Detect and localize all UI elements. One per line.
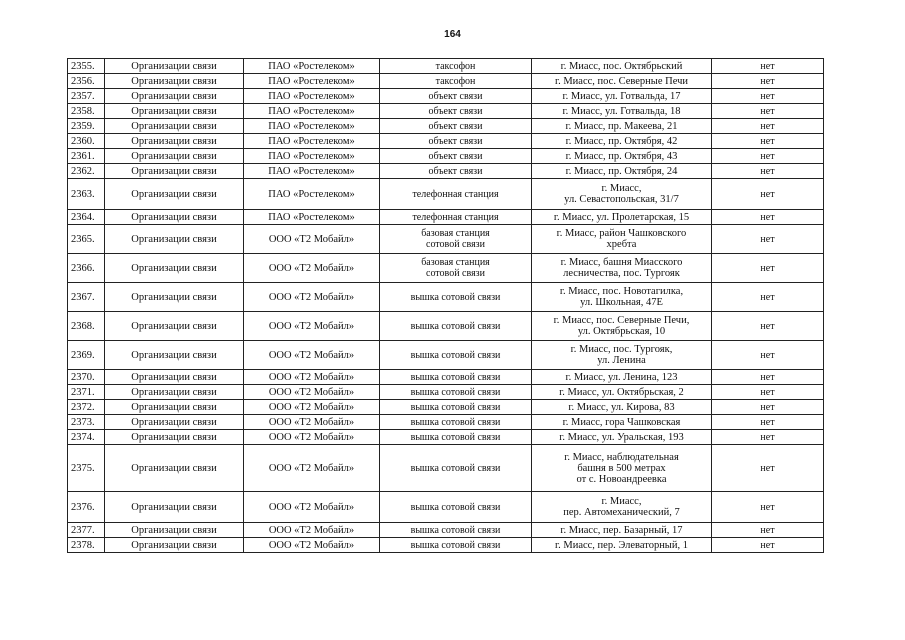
- value-cell: нет: [712, 538, 824, 553]
- address-cell-line: г. Миасс,: [601, 496, 642, 507]
- category-cell: Организации связи: [105, 210, 244, 225]
- row-number-cell: 2356.: [68, 74, 105, 89]
- owner-cell: ООО «Т2 Мобайл»: [244, 538, 380, 553]
- value-cell: нет: [712, 225, 824, 254]
- owner-cell: ООО «Т2 Мобайл»: [244, 225, 380, 254]
- object-type-cell: [380, 445, 532, 492]
- address-cell: [532, 538, 712, 553]
- table-row: [68, 254, 824, 283]
- address-cell-line: ул. Севастопольская, 31/7: [564, 194, 679, 205]
- value-cell: нет: [712, 400, 824, 415]
- row-number-cell: 2376.: [68, 492, 105, 523]
- address-cell: [532, 119, 712, 134]
- value-cell: нет: [712, 312, 824, 341]
- address-cell-line: г. Миасс, ул. Пролетарская, 15: [553, 211, 690, 223]
- address-cell-line: г. Миасс, пр. Октября, 43: [565, 150, 678, 162]
- registry-table-body: [68, 59, 824, 553]
- address-cell: [532, 164, 712, 179]
- value-cell: нет: [712, 445, 824, 492]
- value-cell: нет: [712, 104, 824, 119]
- owner-cell: ООО «Т2 Мобайл»: [244, 341, 380, 370]
- row-number-cell: 2358.: [68, 104, 105, 119]
- object-type-cell-line: телефонная станция: [412, 188, 499, 200]
- address-cell-line: г. Миасс, район Чашковского: [556, 228, 687, 239]
- object-type-cell-line: вышка сотовой связи: [410, 524, 501, 536]
- category-cell: Организации связи: [105, 492, 244, 523]
- address-cell-line: ул. Ленина: [597, 355, 646, 366]
- address-cell-line: ул. Октябрьская, 10: [577, 326, 666, 337]
- category-cell: Организации связи: [105, 254, 244, 283]
- owner-cell: ПАО «Ростелеком»: [244, 74, 380, 89]
- value-cell: нет: [712, 59, 824, 74]
- address-cell-line: г. Миасс, пос. Северные Печи: [554, 75, 689, 87]
- object-type-cell-line: вышка сотовой связи: [410, 291, 501, 303]
- address-cell: [532, 523, 712, 538]
- category-cell: Организации связи: [105, 164, 244, 179]
- object-type-cell-line: вышка сотовой связи: [410, 349, 501, 361]
- table-row: [68, 74, 824, 89]
- value-cell: нет: [712, 254, 824, 283]
- object-type-cell-line: базовая станция: [421, 228, 490, 239]
- owner-cell: ПАО «Ростелеком»: [244, 89, 380, 104]
- object-type-cell: [380, 134, 532, 149]
- address-cell: [532, 283, 712, 312]
- table-row: [68, 104, 824, 119]
- address-cell: [532, 370, 712, 385]
- category-cell: Организации связи: [105, 523, 244, 538]
- object-type-cell-line: объект связи: [428, 105, 483, 117]
- address-cell-line: г. Миасс, пос. Новотагилка,: [559, 286, 684, 297]
- address-cell: [532, 445, 712, 492]
- address-cell-line: г. Миасс, ул. Готвальда, 17: [562, 90, 681, 102]
- address-cell: [532, 430, 712, 445]
- category-cell: Организации связи: [105, 430, 244, 445]
- address-cell: [532, 89, 712, 104]
- value-cell: нет: [712, 415, 824, 430]
- object-type-cell-line: вышка сотовой связи: [410, 401, 501, 413]
- value-cell: нет: [712, 149, 824, 164]
- object-type-cell: [380, 179, 532, 210]
- row-number-cell: 2369.: [68, 341, 105, 370]
- value-cell: нет: [712, 74, 824, 89]
- table-row: [68, 59, 824, 74]
- row-number-cell: 2359.: [68, 119, 105, 134]
- owner-cell: ООО «Т2 Мобайл»: [244, 312, 380, 341]
- value-cell: нет: [712, 492, 824, 523]
- category-cell: Организации связи: [105, 179, 244, 210]
- table-row: [68, 283, 824, 312]
- address-cell-line: г. Миасс, пр. Макеева, 21: [565, 120, 678, 132]
- value-cell: нет: [712, 370, 824, 385]
- owner-cell: ООО «Т2 Мобайл»: [244, 283, 380, 312]
- address-cell-line: г. Миасс, пос. Октябрьский: [560, 60, 683, 72]
- object-type-cell: [380, 430, 532, 445]
- table-row: [68, 312, 824, 341]
- address-cell: [532, 59, 712, 74]
- row-number-cell: 2361.: [68, 149, 105, 164]
- owner-cell: ООО «Т2 Мобайл»: [244, 492, 380, 523]
- address-cell-line: пер. Автомеханический, 7: [563, 507, 680, 518]
- address-cell: [532, 149, 712, 164]
- table-row: [68, 400, 824, 415]
- category-cell: Организации связи: [105, 415, 244, 430]
- row-number-cell: 2363.: [68, 179, 105, 210]
- address-cell-line: г. Миасс, башня Миасского: [560, 257, 683, 268]
- category-cell: Организации связи: [105, 341, 244, 370]
- object-type-cell: [380, 104, 532, 119]
- value-cell: нет: [712, 210, 824, 225]
- table-row: [68, 225, 824, 254]
- table-row: [68, 134, 824, 149]
- table-row: [68, 119, 824, 134]
- owner-cell: ПАО «Ростелеком»: [244, 149, 380, 164]
- owner-cell: ООО «Т2 Мобайл»: [244, 370, 380, 385]
- category-cell: Организации связи: [105, 538, 244, 553]
- table-row: [68, 210, 824, 225]
- address-cell: [532, 134, 712, 149]
- object-type-cell-line: телефонная станция: [412, 211, 499, 223]
- object-type-cell-line: вышка сотовой связи: [410, 462, 501, 474]
- owner-cell: ПАО «Ростелеком»: [244, 210, 380, 225]
- registry-table: [67, 58, 824, 553]
- object-type-cell-line: объект связи: [428, 120, 483, 132]
- address-cell-line: от с. Новоандреевка: [576, 473, 667, 485]
- category-cell: Организации связи: [105, 74, 244, 89]
- address-cell-line: башня в 500 метрах: [577, 462, 666, 474]
- object-type-cell: [380, 59, 532, 74]
- table-row: [68, 385, 824, 400]
- address-cell-line: ул. Школьная, 47Е: [580, 297, 663, 308]
- object-type-cell: [380, 164, 532, 179]
- object-type-cell-line: вышка сотовой связи: [410, 416, 501, 428]
- owner-cell: ООО «Т2 Мобайл»: [244, 254, 380, 283]
- address-cell: [532, 341, 712, 370]
- table-row: [68, 523, 824, 538]
- value-cell: нет: [712, 89, 824, 104]
- category-cell: Организации связи: [105, 89, 244, 104]
- object-type-cell: [380, 538, 532, 553]
- address-cell: [532, 74, 712, 89]
- category-cell: Организации связи: [105, 134, 244, 149]
- address-cell-line: г. Миасс, пер. Элеваторный, 1: [555, 539, 688, 551]
- category-cell: Организации связи: [105, 445, 244, 492]
- object-type-cell: [380, 210, 532, 225]
- object-type-cell: [380, 149, 532, 164]
- row-number-cell: 2357.: [68, 89, 105, 104]
- row-number-cell: 2365.: [68, 225, 105, 254]
- row-number-cell: 2355.: [68, 59, 105, 74]
- address-cell: [532, 104, 712, 119]
- owner-cell: ООО «Т2 Мобайл»: [244, 400, 380, 415]
- object-type-cell: [380, 341, 532, 370]
- object-type-cell: [380, 119, 532, 134]
- address-cell-line: г. Миасс, пос. Тургояк,: [570, 344, 673, 355]
- address-cell: [532, 492, 712, 523]
- category-cell: Организации связи: [105, 283, 244, 312]
- object-type-cell-line: базовая станция: [421, 257, 490, 268]
- category-cell: Организации связи: [105, 119, 244, 134]
- value-cell: нет: [712, 341, 824, 370]
- address-cell: [532, 254, 712, 283]
- object-type-cell: [380, 74, 532, 89]
- table-row: [68, 430, 824, 445]
- owner-cell: ПАО «Ростелеком»: [244, 179, 380, 210]
- address-cell-line: г. Миасс, пос. Северные Печи,: [553, 315, 690, 326]
- address-cell-line: г. Миасс,: [601, 183, 642, 194]
- row-number-cell: 2374.: [68, 430, 105, 445]
- address-cell-line: лесничества, пос. Тургояк: [563, 268, 680, 279]
- address-cell: [532, 385, 712, 400]
- category-cell: Организации связи: [105, 370, 244, 385]
- object-type-cell: [380, 89, 532, 104]
- row-number-cell: 2367.: [68, 283, 105, 312]
- object-type-cell-line: объект связи: [428, 150, 483, 162]
- address-cell: [532, 179, 712, 210]
- category-cell: Организации связи: [105, 400, 244, 415]
- value-cell: нет: [712, 119, 824, 134]
- table-row: [68, 179, 824, 210]
- table-row: [68, 164, 824, 179]
- object-type-cell-line: объект связи: [428, 165, 483, 177]
- value-cell: нет: [712, 134, 824, 149]
- owner-cell: ООО «Т2 Мобайл»: [244, 385, 380, 400]
- object-type-cell-line: таксофон: [435, 75, 476, 87]
- table-row: [68, 415, 824, 430]
- object-type-cell: [380, 492, 532, 523]
- value-cell: нет: [712, 385, 824, 400]
- owner-cell: ПАО «Ростелеком»: [244, 59, 380, 74]
- owner-cell: ПАО «Ростелеком»: [244, 164, 380, 179]
- address-cell-line: г. Миасс, гора Чашковская: [562, 416, 681, 428]
- table-row: [68, 149, 824, 164]
- category-cell: Организации связи: [105, 104, 244, 119]
- object-type-cell: [380, 312, 532, 341]
- address-cell-line: г. Миасс, ул. Готвальда, 18: [562, 105, 681, 117]
- row-number-cell: 2378.: [68, 538, 105, 553]
- address-cell-line: г. Миасс, ул. Октябрьская, 2: [559, 386, 684, 398]
- row-number-cell: 2366.: [68, 254, 105, 283]
- object-type-cell: [380, 523, 532, 538]
- row-number-cell: 2368.: [68, 312, 105, 341]
- address-cell: [532, 312, 712, 341]
- object-type-cell-line: вышка сотовой связи: [410, 431, 501, 443]
- object-type-cell: [380, 283, 532, 312]
- object-type-cell: [380, 415, 532, 430]
- object-type-cell-line: сотовой связи: [426, 268, 485, 279]
- address-cell-line: г. Миасс, ул. Кирова, 83: [568, 401, 675, 413]
- object-type-cell-line: вышка сотовой связи: [410, 320, 501, 332]
- object-type-cell: [380, 225, 532, 254]
- object-type-cell: [380, 385, 532, 400]
- row-number-cell: 2362.: [68, 164, 105, 179]
- owner-cell: ООО «Т2 Мобайл»: [244, 445, 380, 492]
- table-row: [68, 341, 824, 370]
- category-cell: Организации связи: [105, 149, 244, 164]
- object-type-cell-line: вышка сотовой связи: [410, 371, 501, 383]
- row-number-cell: 2372.: [68, 400, 105, 415]
- address-cell: [532, 400, 712, 415]
- object-type-cell-line: таксофон: [435, 60, 476, 72]
- object-type-cell: [380, 254, 532, 283]
- object-type-cell-line: вышка сотовой связи: [410, 386, 501, 398]
- row-number-cell: 2371.: [68, 385, 105, 400]
- object-type-cell-line: объект связи: [428, 135, 483, 147]
- row-number-cell: 2373.: [68, 415, 105, 430]
- address-cell: [532, 225, 712, 254]
- value-cell: нет: [712, 179, 824, 210]
- address-cell-line: г. Миасс, наблюдательная: [564, 451, 679, 463]
- address-cell: [532, 415, 712, 430]
- value-cell: нет: [712, 523, 824, 538]
- owner-cell: ПАО «Ростелеком»: [244, 119, 380, 134]
- table-row: [68, 445, 824, 492]
- row-number-cell: 2375.: [68, 445, 105, 492]
- object-type-cell-line: объект связи: [428, 90, 483, 102]
- table-row: [68, 370, 824, 385]
- page-number: 164: [444, 29, 461, 40]
- object-type-cell: [380, 370, 532, 385]
- category-cell: Организации связи: [105, 59, 244, 74]
- row-number-cell: 2360.: [68, 134, 105, 149]
- object-type-cell-line: сотовой связи: [426, 239, 485, 250]
- object-type-cell: [380, 400, 532, 415]
- owner-cell: ПАО «Ростелеком»: [244, 104, 380, 119]
- table-row: [68, 89, 824, 104]
- value-cell: нет: [712, 430, 824, 445]
- object-type-cell-line: вышка сотовой связи: [410, 501, 501, 513]
- owner-cell: ООО «Т2 Мобайл»: [244, 415, 380, 430]
- address-cell-line: г. Миасс, пр. Октября, 42: [565, 135, 678, 147]
- address-cell-line: г. Миасс, ул. Уральская, 193: [559, 431, 684, 443]
- address-cell-line: г. Миасс, пр. Октября, 24: [565, 165, 678, 177]
- row-number-cell: 2364.: [68, 210, 105, 225]
- value-cell: нет: [712, 283, 824, 312]
- row-number-cell: 2370.: [68, 370, 105, 385]
- owner-cell: ПАО «Ростелеком»: [244, 134, 380, 149]
- table-row: [68, 538, 824, 553]
- address-cell: [532, 210, 712, 225]
- address-cell-line: хребта: [606, 239, 637, 250]
- address-cell-line: г. Миасс, пер. Базарный, 17: [560, 524, 683, 536]
- row-number-cell: 2377.: [68, 523, 105, 538]
- owner-cell: ООО «Т2 Мобайл»: [244, 523, 380, 538]
- owner-cell: ООО «Т2 Мобайл»: [244, 430, 380, 445]
- category-cell: Организации связи: [105, 312, 244, 341]
- address-cell-line: г. Миасс, ул. Ленина, 123: [565, 371, 678, 383]
- value-cell: нет: [712, 164, 824, 179]
- table-row: [68, 492, 824, 523]
- object-type-cell-line: вышка сотовой связи: [410, 539, 501, 551]
- category-cell: Организации связи: [105, 225, 244, 254]
- category-cell: Организации связи: [105, 385, 244, 400]
